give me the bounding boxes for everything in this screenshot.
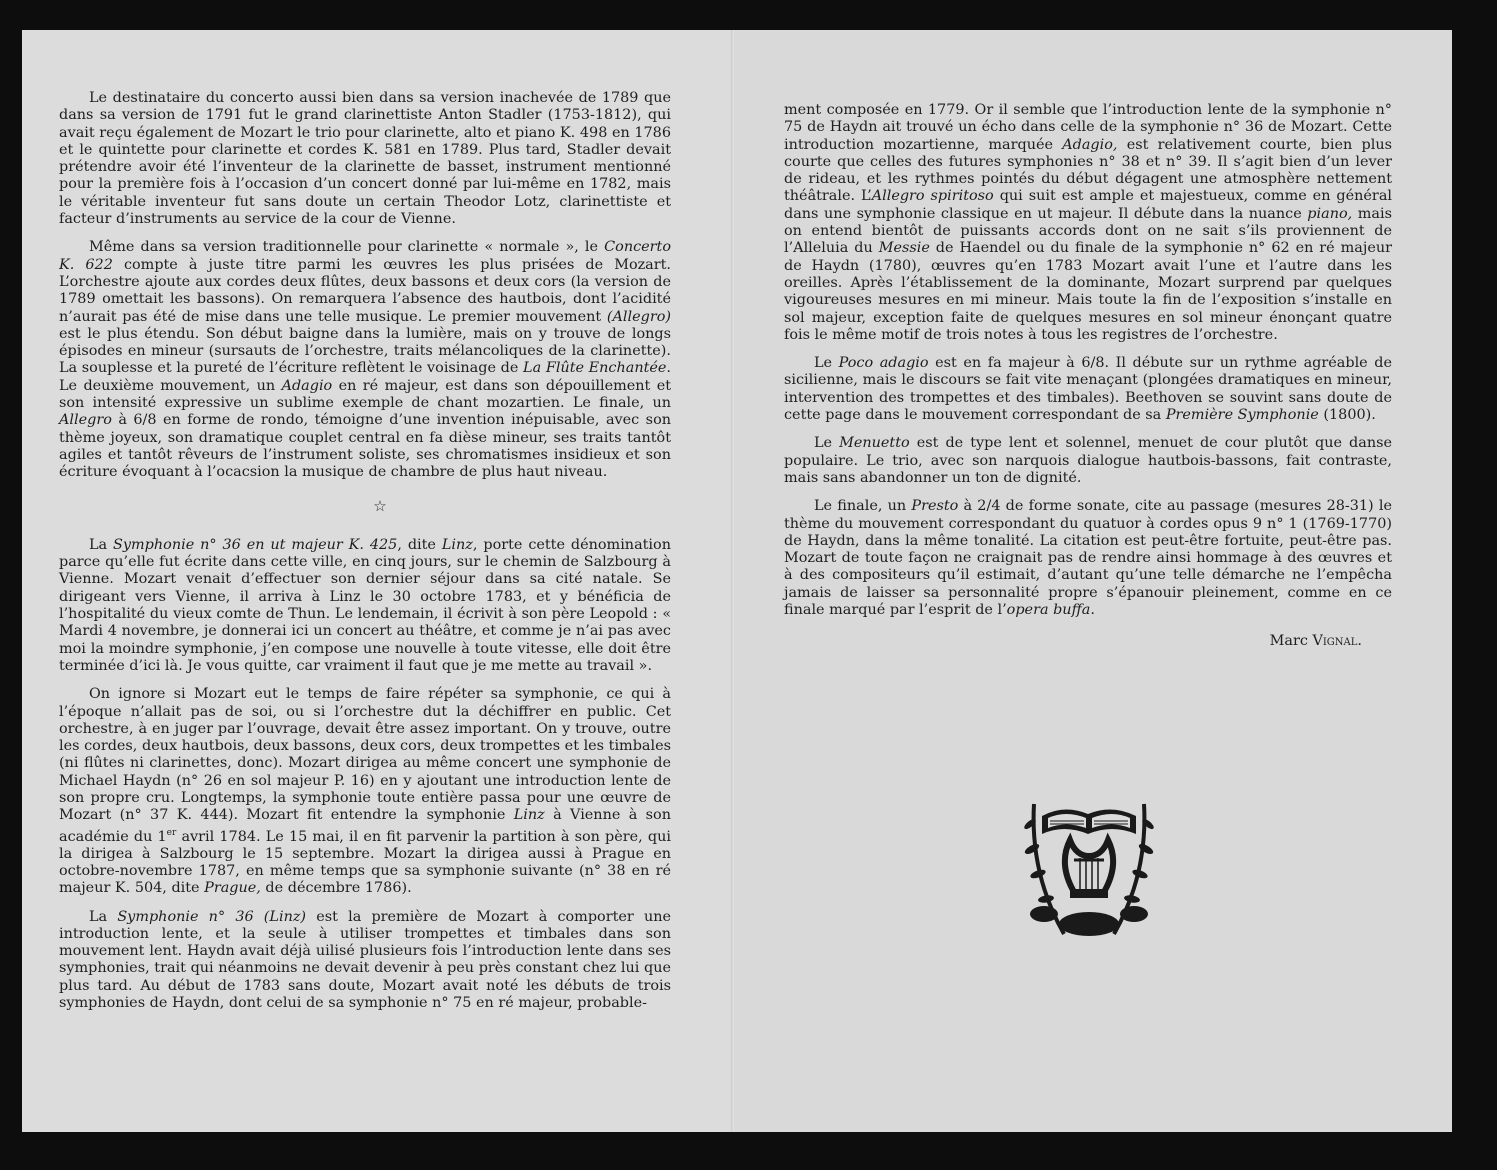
left-page <box>22 30 734 1132</box>
star-separator-icon: ☆ <box>373 496 387 515</box>
paragraph: Le Menuetto est de type lent et solennel, menuet de cour plutôt que danse populaire. Le trio, avec son narquois dialogue hautbois-bassons, fait contraste, mais sans abandonner un ton de dignité. <box>784 435 1392 486</box>
paragraph: On ignore si Mozart eut le temps de faire répéter sa symphonie, ce qui à l’époque n’allait pas de soi, ou si l’orchestre dut la déchiffrer en public. Cet orchestre, à en juger par l’ouvrage, devait être assez important. On y trouve, outre les cordes, deux hautbois, deux bassons, deux cors, deux trompettes et les timbales (ni flûtes ni clarinettes, donc). Mozart dirigea au même concert une symphonie de Michael Haydn (n° 26 en sol majeur P. 16) en y ajoutant une introduction lente de son propre cru. Longtemps, la symphonie toute entière passa pour une œuvre de Mozart (n° 37 K. 444). Mozart fit entendre la symphonie Linz à Vienne à son académie du 1er avril 1784. Le 15 mai, il en fit parvenir la partition à son père, qui la dirigea à Salzbourg le 15 septembre. Mozart la dirigea aussi à Prague en octobre-novembre 1787, en même temps que sa symphonie suivante (n° 38 en ré majeur K. 504, dite Prague, de décembre 1786). <box>59 686 671 897</box>
paragraph: ment composée en 1779. Or il semble que l’introduction lente de la symphonie n° 75 de Haydn ait trouvé un écho dans celle de la symphonie n° 36 de Mozart. Cette introduction mozartienne, marquée Adagio, est relativement courte, bien plus courte que celles des futures symphonies n° 38 et n° 39. Il s’agit bien d’un lever de rideau, et les rythmes pointés du début dégagent une atmosphère nettement théâtrale. L’Allegro spiritoso qui suit est ample et majestueux, comme en général dans une symphonie classique en ut majeur. Il débute dans la nuance piano, mais on entend bientôt de puissants accords dont on ne sait s’ils proviennent de l’Alleluia du Messie de Haendel ou du finale de la symphonie n° 62 en ré majeur de Haydn (1780), œuvres qu’en 1783 Mozart avait l’une et l’autre dans les oreilles. Après l’établissement de la dominante, Mozart surprend par quelques vigoureuses mesures en mi mineur. Mais toute la fin de l’exposition s’installe en sol majeur, exception faite de quelques mesures en sol mineur énonçant quatre fois le même motif de trois notes à tous les registres de l’orchestre. <box>784 102 1392 343</box>
lyre-emblem-icon <box>1024 794 1154 946</box>
paragraph: Le destinataire du concerto aussi bien dans sa version inachevée de 1789 que dans sa version de 1791 fut le grand clarinettiste Anton Stadler (1753-1812), qui avait reçu également de Mozart le trio pour clarinette, alto et piano K. 498 en 1786 et le quintette pour clarinette et cordes K. 581 en 1789. Plus tard, Stadler devait prétendre avoir été l’inventeur de la clarinette de basset, instrument mentionné pour la première fois à l’occasion d’un concert donné par lui-même en 1782, mais le véritable inventeur fut sans doute un certain Theodor Lotz, clarinettiste et facteur d’instruments au service de la cour de Vienne. <box>59 90 671 228</box>
left-text-column <box>59 90 671 1023</box>
paragraph: La Symphonie n° 36 en ut majeur K. 425, dite Linz, porte cette dénomination parce qu’elle fut écrite dans cette ville, en cinq jours, sur le chemin de Salzbourg à Vienne. Mozart venait d’effectuer son dernier séjour dans sa cité natale. Se dirigeant vers Vienne, il arriva à Linz le 30 octobre 1783, et y bénéficia de l’hospitalité du vieux comte de Thun. Le lendemain, il écrivit à son père Leopold : « Mardi 4 novembre, je donnerai ici un concert au théâtre, et comme je n’ai pas avec moi la moindre symphonie, j’en compose une nouvelle à toute vitesse, elle doit être terminée d’ici là. Je vous quitte, car vraiment il faut que je me mette au travail ». <box>59 536 671 674</box>
paragraph: Le Poco adagio est en fa majeur à 6/8. Il débute sur un rythme agréable de sicilienne, mais le discours se fait vite menaçant (plongées dramatiques en mineur, intervention des trompettes et des timbales). Beethoven se souvint sans doute de cette page dans le mouvement correspondant de sa Première Symphonie (1800). <box>784 355 1392 424</box>
author-signature: Marc Vignal. <box>1269 633 1362 650</box>
right-text-column <box>784 102 1392 651</box>
right-page <box>734 30 1452 1132</box>
paragraph: La Symphonie n° 36 (Linz) est la première de Mozart à comporter une introduction lente, et la seule à utiliser trompettes et timbales dans son mouvement lent. Haydn avait déjà uilisé plusieurs fois l’introduction lente dans ses symphonies, trait qui néanmoins ne devait devenir à peu près constant chez lui que plus tard. Au début de 1783 sans doute, Mozart avait noté les débuts de trois symphonies de Haydn, dont celui de sa symphonie n° 75 en ré majeur, probable- <box>59 908 671 1012</box>
paragraph: Le finale, un Presto à 2/4 de forme sonate, cite au passage (mesures 28-31) le thème du mouvement correspondant du quatuor à cordes opus 9 n° 1 (1769-1770) de Haydn, dans la même tonalité. La citation est peut-être fortuite, peut-être pas. Mozart de toute façon ne craignait pas de rendre ainsi hommage à des œuvres et à des compositeurs qu’il estimait, d’autant qu’une telle démarche ne l’empêcha jamais de laisser sa personnalité propre s’épanouir pleinement, comme en ce finale marqué par l’esprit de l’opera buffa. <box>784 498 1392 619</box>
paragraph: Même dans sa version traditionnelle pour clarinette « normale », le Concerto K. 622 compte à juste titre parmi les œuvres les plus prisées de Mozart. L’orchestre ajoute aux cordes deux flûtes, deux bassons et deux cors (la version de 1789 omettait les bassons). On remarquera l’absence des hautbois, dont l’acidité n’aurait pas été de mise dans une telle musique. Le premier mouvement (Allegro) est le plus étendu. Son début baigne dans la lumière, mais on y trouve de longs épisodes en mineur (sursauts de l’orchestre, traits mélancoliques de la clarinette). La souplesse et la pureté de l’écriture reflètent le voisinage de La Flûte Enchantée. Le deuxième mouvement, un Adagio en ré majeur, est dans son dépouillement et son intensité expressive un sublime exemple de chant mozartien. Le finale, un Allegro à 6/8 en forme de rondo, témoigne d’une invention inépuisable, avec son thème joyeux, son dramatique couplet central en fa dièse mineur, ses traits tantôt agiles et tantôt rêveurs de l’instrument soliste, ses chromatismes insidieux et son écriture évoquant à l’ocacsion la musique de chambre de plus haut niveau. <box>59 239 672 481</box>
